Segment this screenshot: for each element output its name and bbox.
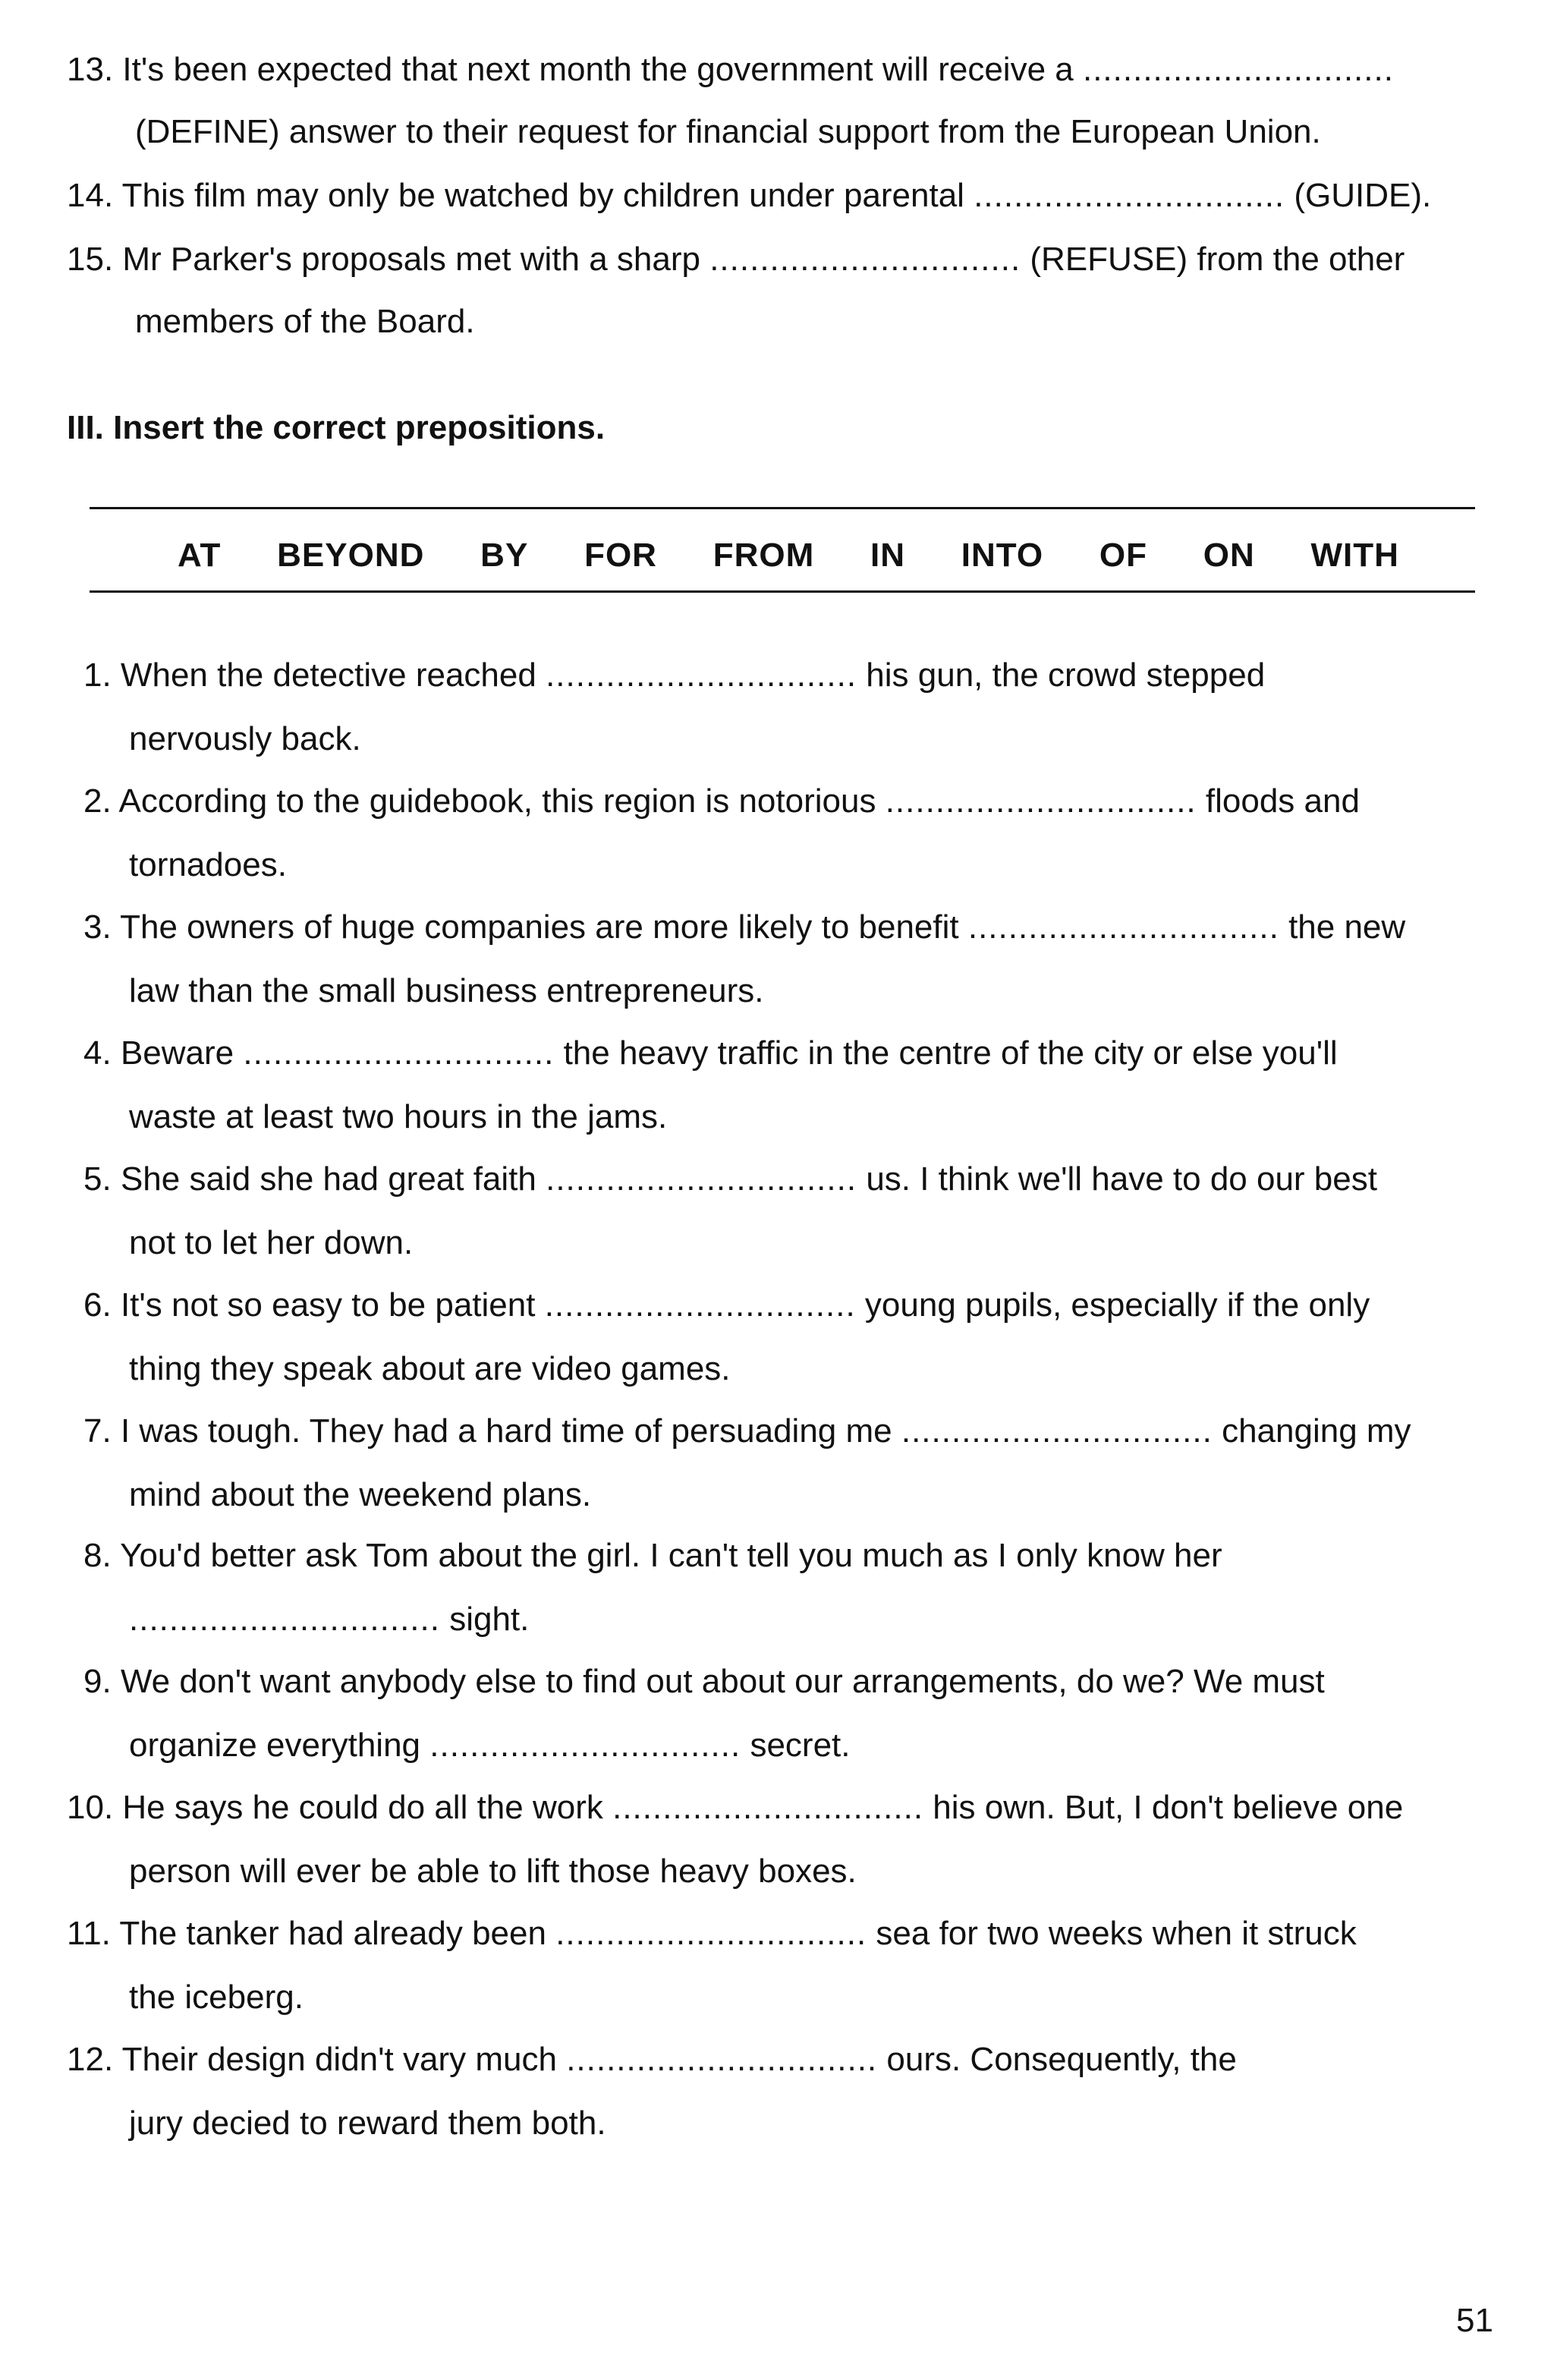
item-number: 9. <box>83 1663 112 1700</box>
exercise-item-8 <box>83 1535 1222 1577</box>
exercise-item-6 <box>83 1284 1370 1327</box>
answer-blank[interactable]: ............................... <box>709 241 1021 278</box>
item-text: waste at least two hours in the jams. <box>129 1098 668 1135</box>
word-bank-item: ON <box>1203 537 1255 574</box>
exercise-item-1-continuation <box>129 718 361 760</box>
item-number: 6. <box>83 1286 112 1324</box>
item-text: Mr Parker's proposals met with a sharp <box>122 241 700 278</box>
answer-blank[interactable]: ............................... <box>967 908 1279 946</box>
item-text: members of the Board. <box>135 303 475 340</box>
item-text: You'd better ask Tom about the girl. I can't tell you much as I only know her <box>120 1537 1222 1574</box>
item-text: tornadoes. <box>129 846 287 883</box>
item-text: his gun, the crowd stepped <box>866 656 1266 694</box>
item-text: It's been expected that next month the government will receive a <box>122 51 1074 88</box>
exercise-item-6-continuation <box>129 1348 731 1390</box>
item-text: mind about the weekend plans. <box>129 1476 592 1513</box>
answer-blank[interactable]: ............................... <box>129 1601 440 1638</box>
item-number: 11. <box>67 1915 111 1952</box>
item-text: (DEFINE) answer to their request for financial support from the European Union. <box>135 113 1321 150</box>
answer-blank[interactable]: ............................... <box>1082 51 1394 88</box>
word-bank-item: FOR <box>584 537 657 574</box>
exercise-item-4 <box>83 1032 1338 1075</box>
answer-blank[interactable]: ............................... <box>544 1286 856 1324</box>
item-text: This film may only be watched by children under parental <box>121 177 964 214</box>
section-heading: III. Insert the correct prepositions. <box>67 409 606 446</box>
word-bank-bottom-rule <box>90 590 1475 593</box>
exercise-item-11 <box>67 1912 1357 1955</box>
word-bank-item: IN <box>870 537 906 574</box>
item-text: the new <box>1288 908 1406 946</box>
item-number: 1. <box>83 656 112 694</box>
word-bank-item: AT <box>178 537 222 574</box>
item-text: When the detective reached <box>120 656 536 694</box>
item-text: us. I think we'll have to do our best <box>866 1160 1377 1198</box>
item-number: 7. <box>83 1412 112 1450</box>
item-text: sea for two weeks when it struck <box>876 1915 1357 1952</box>
answer-blank[interactable]: ............................... <box>429 1727 741 1764</box>
item-text: ours. Consequently, the <box>886 2041 1237 2078</box>
item-text: organize everything <box>129 1727 421 1764</box>
item-text: person will ever be able to lift those heavy boxes. <box>129 1853 857 1890</box>
answer-blank[interactable]: ............................... <box>612 1789 924 1826</box>
item-text: sight. <box>449 1601 530 1638</box>
answer-blank[interactable]: ............................... <box>566 2041 878 2078</box>
exercise-item-15 <box>67 238 1405 281</box>
answer-blank[interactable]: ............................... <box>555 1915 867 1952</box>
item-number: 13. <box>67 51 114 88</box>
exercise-item-12 <box>67 2038 1237 2081</box>
word-bank-item: WITH <box>1310 537 1399 574</box>
item-number: 5. <box>83 1160 112 1198</box>
exercise-item-2 <box>83 780 1360 823</box>
exercise-item-11-continuation <box>129 1976 304 2019</box>
item-text: I was tough. They had a hard time of persuading me <box>120 1412 892 1450</box>
item-text: his own. But, I don't believe one <box>933 1789 1404 1826</box>
item-text: Their design didn't vary much <box>121 2041 557 2078</box>
item-text: (REFUSE) from the other <box>1030 241 1405 278</box>
exercise-item-13 <box>67 49 1394 91</box>
exercise-item-8-continuation <box>129 1598 529 1641</box>
item-number: 3. <box>83 908 112 946</box>
answer-blank[interactable]: ............................... <box>546 656 857 694</box>
item-text: It's not so easy to be patient <box>120 1286 536 1324</box>
item-text: floods and <box>1205 782 1360 820</box>
item-text: Beware <box>120 1034 234 1072</box>
item-text: secret. <box>750 1727 851 1764</box>
exercise-item-15-continuation <box>135 301 475 343</box>
item-text: young pupils, especially if the only <box>864 1286 1370 1324</box>
answer-blank[interactable]: ............................... <box>901 1412 1213 1450</box>
exercise-item-3 <box>83 906 1405 949</box>
exercise-item-10 <box>67 1787 1403 1829</box>
item-text: (GUIDE). <box>1294 177 1432 214</box>
item-text: She said she had great faith <box>120 1160 536 1198</box>
exercise-item-1 <box>83 654 1265 697</box>
item-number: 12. <box>67 2041 114 2078</box>
item-text: changing my <box>1222 1412 1411 1450</box>
word-bank <box>178 534 1399 580</box>
item-number: 2. <box>83 782 112 820</box>
item-number: 8. <box>83 1537 112 1574</box>
exercise-item-14 <box>67 175 1431 217</box>
item-text: not to let her down. <box>129 1224 414 1261</box>
exercise-item-9-continuation <box>129 1724 851 1767</box>
exercise-item-2-continuation <box>129 844 287 886</box>
page-number: 51 <box>1456 2302 1493 2339</box>
item-number: 15. <box>67 241 114 278</box>
item-number: 10. <box>67 1789 114 1826</box>
answer-blank[interactable]: ............................... <box>546 1160 857 1198</box>
word-bank-item: BEYOND <box>277 537 425 574</box>
word-bank-top-rule <box>90 507 1475 509</box>
answer-blank[interactable]: ............................... <box>243 1034 555 1072</box>
exercise-item-9 <box>83 1661 1325 1703</box>
exercise-item-7-continuation <box>129 1474 591 1516</box>
item-text: The tanker had already been <box>119 1915 546 1952</box>
word-bank-item: INTO <box>961 537 1044 574</box>
answer-blank[interactable]: ............................... <box>885 782 1197 820</box>
item-number: 14. <box>67 177 114 214</box>
word-bank-item: BY <box>480 537 529 574</box>
exercise-item-12-continuation <box>129 2102 606 2145</box>
item-text: the heavy traffic in the centre of the city or else you'll <box>563 1034 1338 1072</box>
item-text: thing they speak about are video games. <box>129 1350 731 1387</box>
exercise-item-4-continuation <box>129 1096 667 1138</box>
item-text: nervously back. <box>129 720 361 757</box>
exercise-item-13-continuation <box>135 111 1321 153</box>
word-bank-item: FROM <box>713 537 815 574</box>
item-number: 4. <box>83 1034 112 1072</box>
item-text: The owners of huge companies are more likely to benefit <box>120 908 959 946</box>
item-text: jury decied to reward them both. <box>129 2105 606 2142</box>
exercise-item-10-continuation <box>129 1850 857 1893</box>
exercise-item-3-continuation <box>129 970 763 1012</box>
exercise-item-7 <box>83 1410 1411 1453</box>
item-text: We don't want anybody else to find out about our arrangements, do we? We must <box>120 1663 1325 1700</box>
item-text: He says he could do all the work <box>122 1789 603 1826</box>
exercise-item-5-continuation <box>129 1222 413 1264</box>
item-text: law than the small business entrepreneurs. <box>129 972 764 1009</box>
exercise-item-5 <box>83 1158 1377 1201</box>
answer-blank[interactable]: ............................... <box>974 177 1285 214</box>
item-text: the iceberg. <box>129 1979 304 2016</box>
word-bank-item: OF <box>1099 537 1147 574</box>
item-text: According to the guidebook, this region is notorious <box>118 782 876 820</box>
